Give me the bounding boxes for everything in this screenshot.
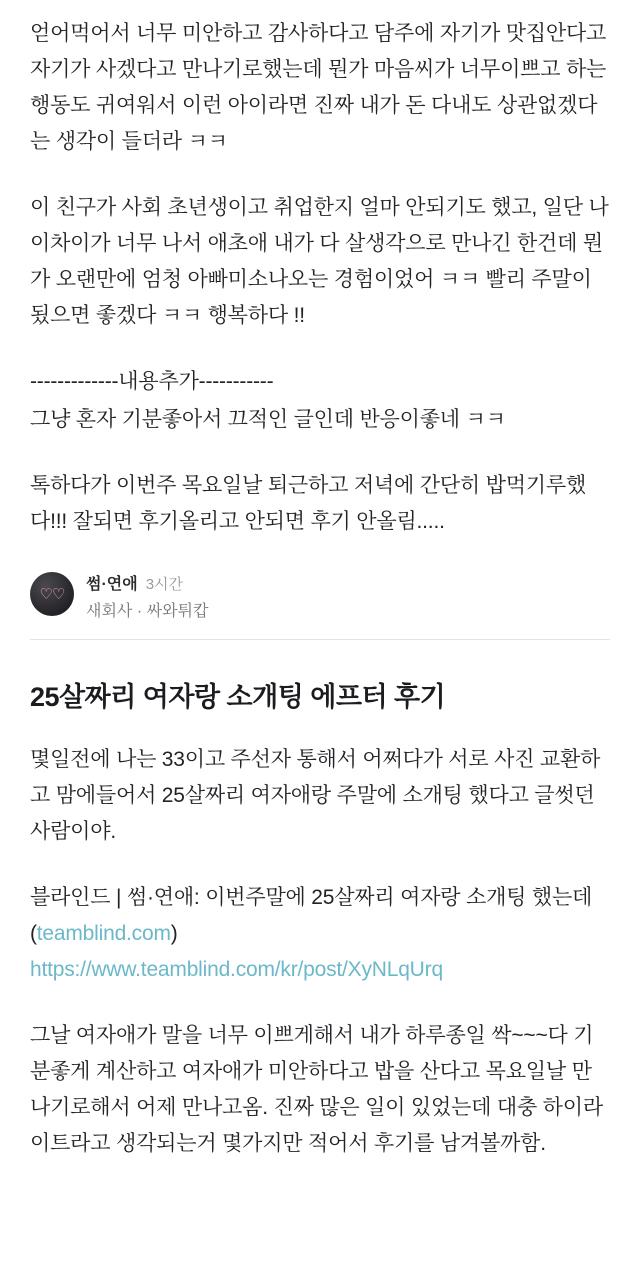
text-divider: -------------내용추가-----------	[30, 370, 274, 393]
quote-suffix: )	[170, 922, 178, 945]
page-title: 25살짜리 여자랑 소개팅 에프터 후기	[30, 682, 446, 712]
post-url-link[interactable]: https://www.teamblind.com/kr/post/XyNLqUrq	[30, 958, 443, 981]
post-meta-text	[86, 570, 208, 621]
post-topic[interactable]: 썸·연애	[86, 576, 138, 593]
author-company: 새회사	[86, 603, 133, 620]
hearts-avatar-icon	[30, 572, 74, 616]
post-meta[interactable]	[30, 570, 610, 621]
quote-prefix: 블라인드 | 썸·연애: 이번주말에 25살짜리 여자랑 소개팅 했는데 (	[30, 886, 593, 945]
meta-separator: ·	[136, 603, 143, 620]
paragraph: 몇일전에 나는 33이고 주선자 통해서 어쩌다가 서로 사진 교환하고 맘에들어서 25살짜리 여자애랑 주말에 소개팅 했다고 글썻던 사람이야.	[30, 748, 601, 843]
quoted-link-block	[30, 880, 610, 988]
avatar-glyph: ♡♡	[39, 585, 65, 603]
first-post-body	[30, 16, 610, 540]
paragraph: 그냥 혼자 기분좋아서 끄적인 글인데 반응이좋네 ㅋㅋ	[30, 408, 506, 431]
post-author-line	[86, 598, 208, 621]
teamblind-link[interactable]: teamblind.com	[36, 922, 171, 945]
paragraph: 톡하다가 이번주 목요일날 퇴근하고 저녁에 간단히 밥먹기루했다!!! 잘되면 후기올리고 안되면 후기 안올림.....	[30, 474, 587, 533]
section-divider	[30, 639, 610, 640]
second-post-body	[30, 742, 610, 1162]
paragraph: 얻어먹어서 너무 미안하고 감사하다고 담주에 자기가 맛집안다고 자기가 사겠다고 만나기로했는데 뭔가 마음씨가 너무이쁘고 하는행동도 귀여워서 이런 아이라면 진짜 내가 돈 다내도 상관없겠다는 생각이 들더라 ㅋㅋ	[30, 22, 612, 153]
paragraph: 그날 여자애가 말을 너무 이쁘게해서 내가 하루종일 싹~~~다 기분좋게 계산하고 여자애가 미안하다고 밥을 산다고 목요일날 만나기로해서 어제 만나고옴. 진짜 많은 일이 있었는데 대충 하이라이트라고 생각되는거 몇가지만 적어서 후기를 남겨볼까함.	[30, 1024, 603, 1155]
paragraph: 이 친구가 사회 초년생이고 취업한지 얼마 안되기도 했고, 일단 나이차이가 너무 나서 애초애 내가 다 살생각으로 만나긴 한건데 뭔가 오랜만에 엄청 아빠미소나오는 경험이었어 ㅋㅋ 빨리 주말이 됬으면 좋겠다 ㅋㅋ 행복하다 !!	[30, 196, 609, 327]
post-timestamp: 3시간	[145, 576, 184, 593]
post-meta-primary	[86, 571, 208, 594]
top-spacer	[30, 0, 610, 16]
author-nickname: 싸와튀캅	[146, 603, 209, 620]
bottom-spacer	[30, 1192, 610, 1216]
